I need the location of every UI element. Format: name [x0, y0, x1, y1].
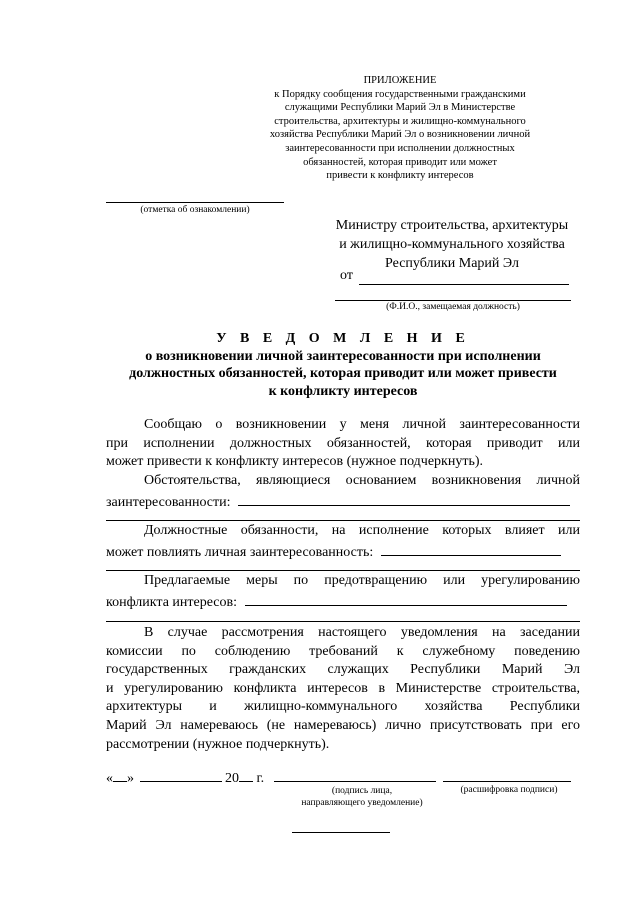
paragraph-line: Сообщаю о возникновении у меня личной заинтересованности: [144, 417, 580, 432]
appendix-line: обязанностей, которая приводит или может: [303, 156, 497, 168]
paragraph-duties: [106, 522, 580, 562]
signature-caption-line: (подпись лица,: [331, 786, 393, 796]
signature-caption: [280, 785, 444, 809]
year-prefix: 20: [225, 771, 239, 786]
paragraph-line: комиссии по соблюдению требований к служебному поведению: [106, 643, 580, 659]
paragraph-commission: [106, 624, 580, 754]
circumstances-extra-line[interactable]: [106, 520, 580, 521]
title-line: о возникновении личной заинтересованности при исполнении: [145, 348, 541, 364]
paragraph-line: конфликта интересов:: [106, 594, 237, 610]
appendix-line: ПРИЛОЖЕНИЕ: [363, 75, 437, 86]
month-field-line[interactable]: [140, 768, 222, 782]
appendix-line: к Порядку сообщения государственными гражданскими: [274, 88, 526, 100]
quote-close: »: [127, 771, 134, 786]
paragraph-line: Обстоятельства, являющиеся основанием возникновения личной: [144, 473, 580, 488]
duties-field-line[interactable]: [381, 541, 561, 556]
duties-extra-line[interactable]: [106, 570, 580, 571]
appendix-line: привести к конфликту интересов: [326, 170, 474, 182]
measures-field-line[interactable]: [245, 591, 567, 606]
day-field-line[interactable]: [113, 768, 127, 782]
footer-separator: [292, 832, 390, 833]
paragraph-line: государственных гражданских служащих Республики Марий Эл: [106, 662, 580, 678]
from-field-line[interactable]: [359, 284, 569, 285]
appendix-line: строительства, архитектуры и жилищно-коммунального: [274, 115, 526, 127]
year-field-line[interactable]: [239, 768, 253, 782]
paragraph-line: заинтересованности:: [106, 494, 231, 510]
fio-field-line[interactable]: [335, 300, 571, 301]
addressee-line: Министру строительства, архитектуры: [335, 218, 569, 233]
paragraph-line: при исполнении должностных обязанностей, которая приводит или: [106, 435, 580, 451]
appendix-header: [250, 74, 550, 183]
addressee-line: Республики Марий Эл: [385, 256, 519, 271]
paragraph-line: В случае рассмотрения настоящего уведомления на заседании: [144, 625, 580, 640]
measures-extra-line[interactable]: [106, 621, 580, 622]
paragraph-line: и урегулированию конфликта интересов в Министерстве строительства,: [106, 680, 580, 696]
paragraph-line: архитектуры и жилищно-коммунального хозяйства Республики: [106, 699, 580, 715]
paragraph-circumstances: [106, 472, 580, 512]
acknowledgement-line: [106, 202, 284, 203]
paragraph-notification: [106, 416, 580, 472]
title-line: к конфликту интересов: [268, 383, 418, 399]
signature-field-line[interactable]: [274, 768, 436, 782]
addressee-block: [312, 216, 592, 273]
document-title: [106, 330, 580, 400]
appendix-line: заинтересованности при исполнении должностных: [285, 142, 515, 154]
title-heading: У В Е Д О М Л Е Н И Е: [216, 331, 470, 346]
decoding-field-line[interactable]: [443, 768, 571, 782]
appendix-line: хозяйства Республики Марий Эл о возникновении личной: [269, 129, 531, 141]
paragraph-line: рассмотрении (нужное подчеркнуть).: [106, 736, 330, 752]
acknowledgement-caption: (отметка об ознакомлении): [140, 205, 250, 215]
decoding-caption: (расшифровка подписи): [460, 785, 558, 795]
paragraph-line: Предлагаемые меры по предотвращению или урегулированию: [144, 573, 580, 588]
from-label: от: [340, 268, 353, 283]
paragraph-line: Марий Эл намереваюсь (не намереваюсь) лично присутствовать при его: [106, 717, 580, 733]
paragraph-line: Должностные обязанности, на исполнение которых влияет или: [144, 523, 580, 538]
circumstances-field-line[interactable]: [238, 491, 570, 506]
paragraph-line: может повлиять личная заинтересованность:: [106, 544, 374, 560]
addressee-line: и жилищно-коммунального хозяйства: [339, 237, 565, 252]
fio-caption: (Ф.И.О., замещаемая должность): [386, 302, 520, 312]
signature-caption-line: направляющего уведомление): [301, 798, 423, 808]
paragraph-measures: [106, 572, 580, 612]
quote-open: «: [106, 771, 113, 786]
paragraph-line: может привести к конфликту интересов (нужное подчеркнуть).: [106, 454, 484, 470]
year-suffix: г.: [256, 771, 265, 786]
appendix-line: служащими Республики Марий Эл в Министерстве: [284, 102, 516, 114]
title-line: должностных обязанностей, которая приводит или может привести: [129, 366, 557, 381]
